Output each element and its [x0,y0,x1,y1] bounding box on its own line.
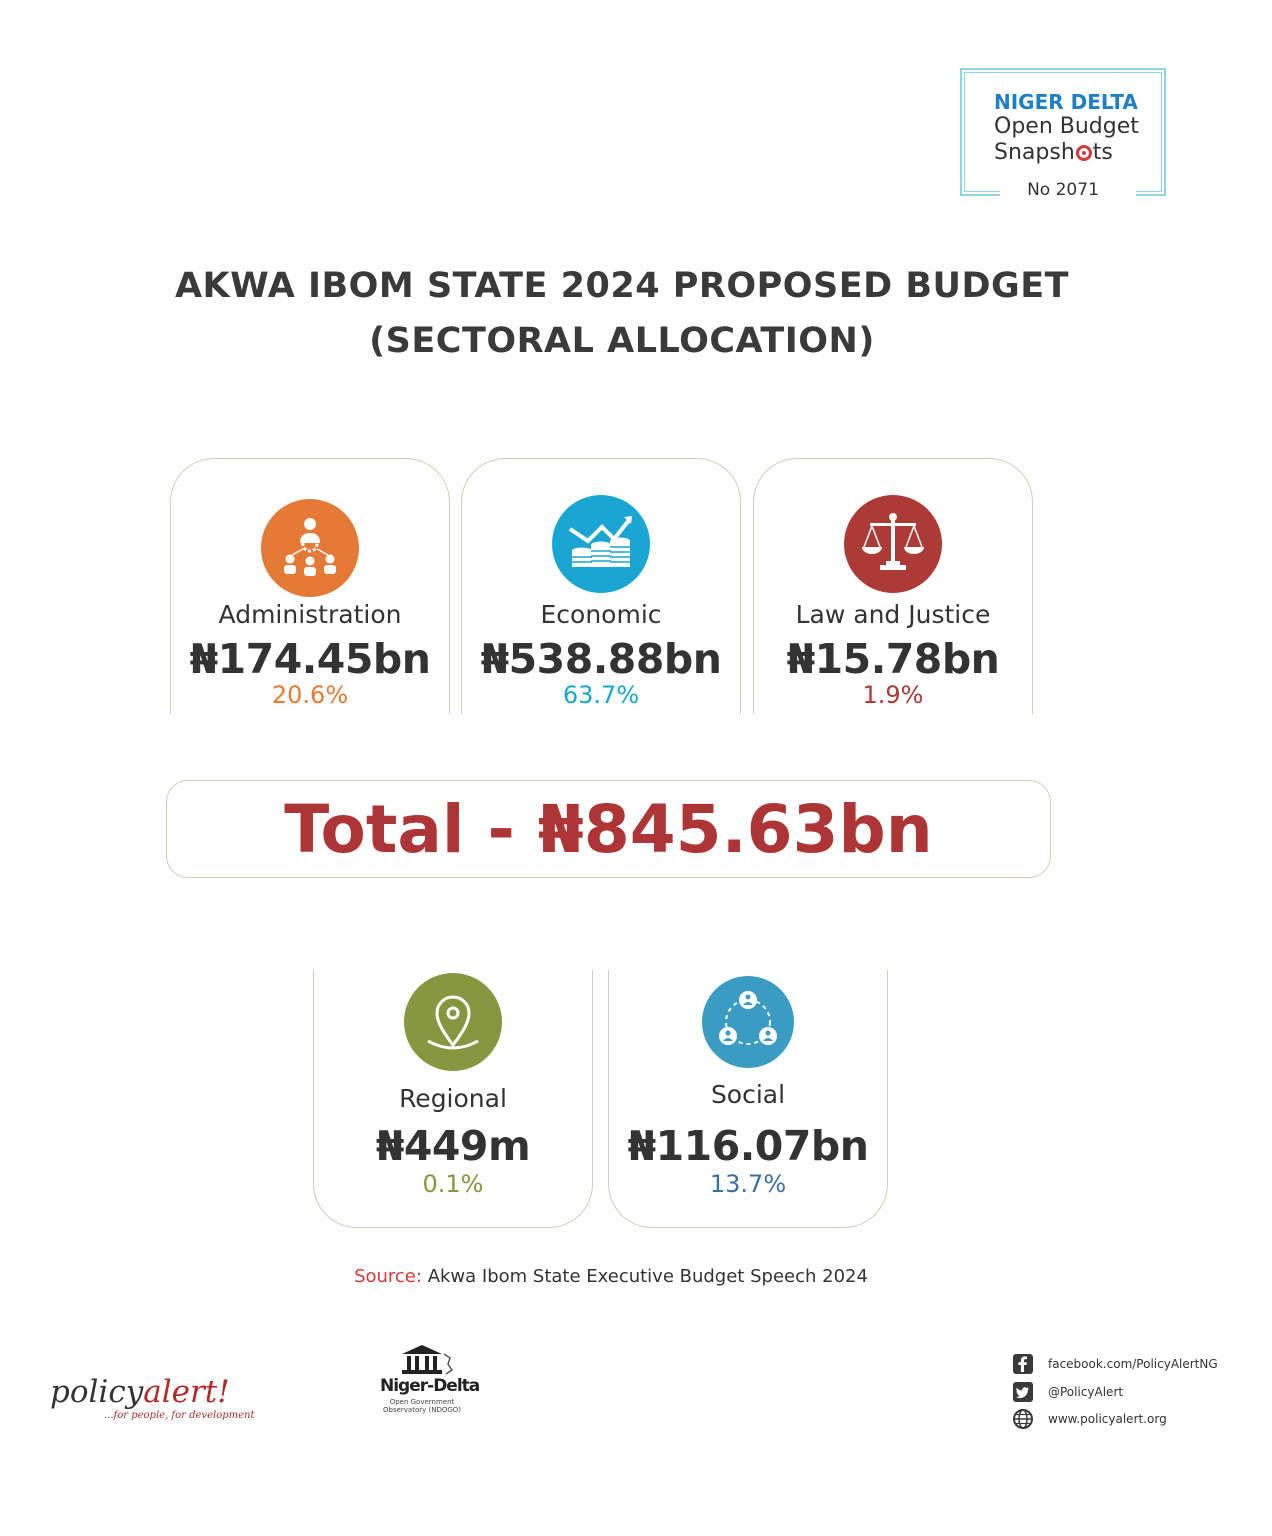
badge-niger: NIGER [994,90,1064,114]
website-link[interactable]: www.policyalert.org [1012,1408,1167,1430]
sector-label: Regional [399,1084,507,1113]
badge-title [994,90,1138,114]
facebook-link[interactable]: facebook.com/PolicyAlertNG [1012,1353,1218,1375]
sector-percent: 0.1% [422,1170,484,1198]
coins-growth-icon [552,495,650,593]
scales-of-justice-icon [844,495,942,593]
niger-delta-subtitle: Open Government Observatory (NDOGO) [382,1398,462,1414]
total-box [166,780,1051,878]
sector-amount: ₦449m [375,1122,531,1170]
globe-icon [1012,1408,1034,1430]
sector-percent: 13.7% [709,1170,787,1198]
sector-percent: 1.9% [862,681,924,709]
policy-alert-logo: policyalert! [50,1374,230,1410]
source-text: Akwa Ibom State Executive Budget Speech 2024 [427,1266,868,1287]
twitter-link[interactable]: @PolicyAlert [1012,1381,1123,1403]
source-label: Source: [354,1266,422,1287]
sector-card-social [608,970,888,1228]
sector-label: Administration [218,600,402,629]
badge-open-budget: Open Budget [994,114,1139,139]
niger-delta-name: Niger-Delta [380,1376,480,1396]
sector-amount: ₦15.78bn [786,635,1000,683]
sector-label: Social [710,1080,786,1109]
community-icon [702,976,794,1068]
sector-card-law-and-justice [753,458,1033,714]
sector-amount: ₦116.07bn [627,1122,869,1170]
people-hierarchy-icon [261,499,359,597]
page-title-line2: (SECTORAL ALLOCATION) [369,321,875,361]
map-pin-icon [404,973,502,1071]
sector-label: Law and Justice [795,600,991,629]
sector-amount: ₦174.45bn [189,635,431,683]
twitter-icon [1012,1381,1034,1403]
building-icon [380,1342,464,1376]
sector-label: Economic [540,600,662,629]
niger-delta-ogo-logo [380,1342,480,1428]
sector-card-economic [461,458,741,714]
policy-alert-tagline: ...for people, for development [104,1410,255,1421]
sector-percent: 63.7% [562,681,640,709]
page-title-line1: AKWA IBOM STATE 2024 PROPOSED BUDGET [174,266,1070,306]
sector-card-administration [170,458,450,714]
badge-delta: DELTA [1070,90,1138,114]
badge-snapshots: Snapsh ts [994,140,1113,165]
badge-number: No 2071 [1027,180,1099,200]
total-amount: Total - ₦845.63bn [284,791,933,868]
sector-amount: ₦538.88bn [480,635,722,683]
sector-card-regional [313,970,593,1228]
open-budget-snapshots-badge [960,68,1166,200]
facebook-icon [1012,1353,1034,1375]
target-icon [1076,145,1092,161]
sector-percent: 20.6% [271,681,349,709]
source-line [0,1266,1222,1287]
